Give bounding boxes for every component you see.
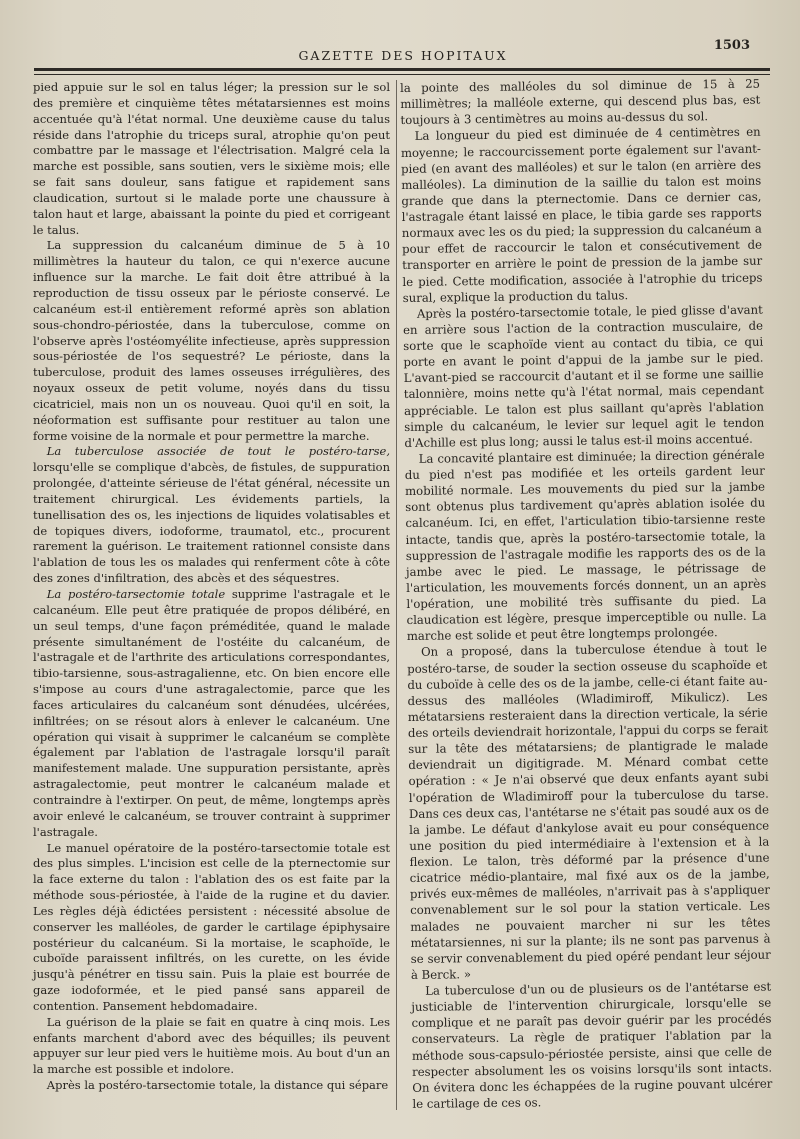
page-header (34, 38, 772, 68)
running-title: GAZETTE DES HOPITAUX (298, 48, 508, 63)
header-rule-thick (34, 68, 770, 71)
paragraph-text: supprime l'astragale et le calcanéum. Elle peut être pratiquée de propos délibéré, en un seul temps, d'une façon préméditée, quand le malade présente simultanément de l'ostéite du calcanéum, de l'astragale et de l'arthrite des articulations correspondantes, tibio-tarsienne, sous-astragalienne, etc. On bien encore elle s'impose au cours d'une astragalectomie, parce que les faces articulaires du calcanéum sont dénudées, ulcérées, infiltrées; on se résout alors à enlever le calcanéum. Une opération qui visait à supprimer le calcanéum se complète également par l'ablation de l'astragale lorsqu'il paraît manifestement malade. Une suppuration persistante, après astragalectomie, peut montrer le calcanéum malade et contraindre à l'extirper. On peut, de même, longtemps après avoir enlevé le calcanéum, se trouver contraint à supprimer l'astragale. (33, 587, 390, 839)
paragraph (33, 444, 390, 587)
paragraph (33, 1078, 390, 1094)
paragraph-text: La longueur du pied est diminuée de 4 centimètres en moyenne; le raccourcissement porte également sur l'avant-pied (en avant des malléoles) et sur le talon (en arrière des malléoles). La diminution de la saillie du talon est moins grande que dans la pternectomie. Dans ce dernier cas, l'astragale étant laissé en place, le tibia garde ses rapports normaux avec les os du pied; la suppression du calcanéum a pour effet de raccourcir le talon et consécutivement de transporter en arrière le point de pression de la jambe sur le pied. Cette modification, associée à l'atrophie du triceps sural, explique la production du talus. (400, 124, 763, 305)
paragraph (33, 238, 390, 444)
paragraph-text: Après la postéro-tarsectomie totale, la distance qui sépare (46, 1078, 389, 1093)
paragraph (33, 1015, 390, 1078)
right-column (400, 76, 773, 1112)
paragraph-text: Après la postéro-tarsectomie totale, le pied glisse d'avant en arrière sous l'action de la contraction musculaire, de sorte que le scaphoïde vient au contact du tibia, ce qui porte en avant le point d'appui de la jambe sur le pied. L'avant-pied se raccourcit d'autant et il se forme une saillie talonnière, moins nette qu'à l'état normal, mais cependant appréciable. Le talon est plus saillant qu'après l'ablation simple du calcanéum, le levier sur lequel agit le tendon d'Achille est plus long; aussi le talus est-il moins accentué. (402, 302, 765, 450)
paragraph-text: pied appuie sur le sol en talus léger; la pression sur le sol des première et cinquième têtes métatarsiennes est moins accentuée qu'à l'état normal. Une deuxième cause du talus réside dans l'atrophie du triceps sural, atrophie qu'on peut combattre par le massage et l'électrisation. Malgré cela la marche est possible, sans soutien, vers le sixième mois; elle se fait sans douleur, sans fatigue et rapidement sans claudication, surtout si le malade porte une chaussure à talon haut et large, abaissant la pointe du pied et corrigeant le talus. (33, 80, 390, 237)
header-rule-thin (34, 74, 770, 75)
left-column (33, 80, 390, 1094)
paragraph-text: lorsqu'elle se complique d'abcès, de fistules, de suppuration prolongée, d'atteinte sérieuse de l'état général, nécessite un traitement chirurgical. Les évidements partiels, la tunellisation des os, les injections de liquides volatisables et de topiques divers, iodoforme, traumatol, etc., procurent rarement la guérison. Le traitement rationnel consiste dans l'ablation de tous les os malades qui renferment côte à côte des zones d'infiltration, des abcès et des séquestres. (33, 460, 390, 586)
paragraph-lead: La tuberculose associée de tout le postéro-tarse, (46, 444, 390, 459)
paragraph (403, 301, 765, 451)
paragraph-text: On a proposé, dans la tuberculose étendue à tout le postéro-tarse, de souder la section osseuse du scaphoïde et du cuboïde à celle des os de la jambe, celle-ci étant faite au-dessus des malléoles (Wladimiroff, Mikulicz). Les métatarsiens resteraient dans la direction verticale, la série des orteils deviendrait horizontale, l'appui du corps se ferait sur la tête des métatarsiens; de plantigrade le malade deviendrait un digitigrade. M. Ménard combat cette opération : « Je n'ai observé que deux enfants ayant subi l'opération de Wladimiroff pour la tuberculose du tarse. Dans ces deux cas, l'antétarse ne s'était pas soudé aux os de la jambe. Le défaut d'ankylose avait eu pour conséquence une position du pied intermédiaire à l'extension et à la flexion. Le talon, très déformé par la présence d'une cicatrice médio-plantaire, mal fixé aux os de la jambe, privés eux-mêmes de malléoles, n'arrivait pas à s'appliquer convenablement sur le sol pour la station verticale. Les malades ne pouvaient marcher ni sur les têtes métatarsiennes, ni sur la plante; ils ne sont pas parvenus à se servir convenablement du pied opéré pendant leur séjour à Berck. » (407, 640, 771, 982)
paragraph (33, 587, 390, 841)
paragraph (407, 640, 771, 983)
paragraph-lead: La postéro-tarsectomie totale (46, 587, 226, 601)
paragraph (411, 979, 773, 1112)
paragraph (33, 841, 390, 1015)
paragraph (33, 80, 390, 238)
paragraph (405, 446, 767, 644)
column-divider (396, 80, 397, 1110)
paragraph-text: la pointe des malléoles du sol diminue de 15 à 25 millimètres; la malléole externe, qui descend plus bas, est toujours à 3 centimètres au moins au-dessus du sol. (400, 76, 761, 128)
paragraph (401, 124, 763, 306)
paragraph-text: La tuberculose d'un ou de plusieurs os de l'antétarse est justiciable de l'intervention chirurgicale, lorsqu'elle se complique et ne paraît pas devoir guérir par les procédés conservateurs. La règle de pratiquer l'ablation par la méthode sous-capsulo-périostée persiste, ainsi que celle de respecter absolument les os voisins lorsqu'ils sont intacts. On évitera donc les échappées de la rugine pouvant ulcérer le cartilage de ces os. (411, 979, 773, 1111)
page-number: 1503 (713, 38, 750, 53)
paragraph (400, 76, 761, 129)
paragraph-text: Le manuel opératoire de la postéro-tarsectomie totale est des plus simples. L'incision est celle de la pternectomie sur la face externe du talon : l'ablation des os est faite par la méthode sous-périostée, à l'aide de la rugine et du davier. Les règles déjà édictées persistent : nécessité absolue de conserver les malléoles, de garder le cartilage épiphysaire postérieur du calcanéum. Si la mortaise, le scaphoïde, le cuboïde paraissent infiltrés, on les curette, on les évide jusqu'à pénétrer en tissu sain. Puis la plaie est bourrée de gaze iodoformée, et le pied pansé sans appareil de contention. Pansement hebdomadaire. (33, 840, 390, 1013)
paragraph-text: La concavité plantaire est diminuée; la direction générale du pied n'est pas modifiée et les orteils gardent leur mobilité normale. Les mouvements du pied sur la jambe sont obtenus plus tardivement qu'après ablation isolée du calcanéum. Ici, en effet, l'articulation tibio-tarsienne reste intacte, tandis que, après la postéro-tarsectomie totale, la suppression de l'astragale modifie les rapports des os de la jambe avec le pied. Le massage, le pétrissage de l'articulation, les mouvements forcés donnent, un an après l'opération, une mobilité très suffisante du pied. La claudication est légère, presque imperceptible ou nulle. La marche est solide et peut être longtemps prolongée. (404, 447, 767, 644)
paragraph-text: La suppression du calcanéum diminue de 5 à 10 millimètres la hauteur du talon, ce qui n'exerce aucune influence sur la marche. Le fait doit être attribué à la reproduction de tissu osseux par le périoste conservé. Le calcanéum est-il entièrement reformé après son ablation sous-chondro-périostée, dans la tuberculose, comme on l'observe après l'ostéomyélite infectieuse, après suppression sous-périostée de l'os sequestré? Le périoste, dans la tuberculose, produit des lames osseuses irrégulières, des noyaux osseux de petit volume, noyés dans du tissu cicatriciel, mais non un os nouveau. Quoi qu'il en soit, la néoformation est suffisante pour restituer au talon une forme voisine de la normale et pour permettre la marche. (33, 238, 390, 443)
paragraph-text: La guérison de la plaie se fait en quatre à cinq mois. Les enfants marchent d'abord avec des béquilles; ils peuvent appuyer sur leur pied vers le huitième mois. Au bout d'un an la marche est possible et indolore. (33, 1014, 390, 1077)
